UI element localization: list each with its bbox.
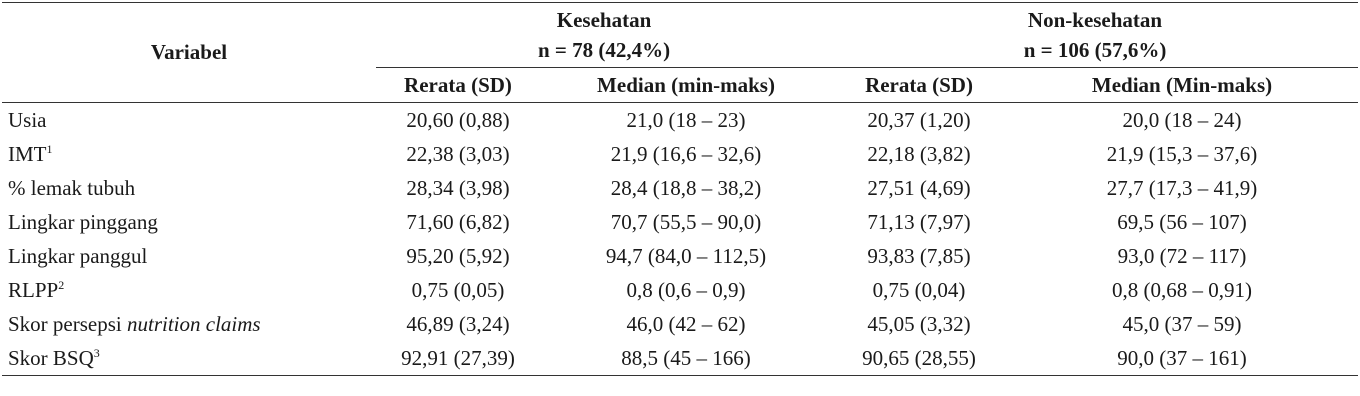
table-cell: 46,89 (3,24) (406, 312, 510, 336)
table-cell: 95,20 (5,92) (406, 244, 510, 268)
table-cell: 70,7 (55,5 – 90,0) (610, 210, 762, 234)
subheader-median-range: Median (Min-maks) (1006, 68, 1358, 103)
table-cell: 22,38 (3,03) (406, 142, 510, 166)
data-table-container (2, 2, 1358, 376)
row-label (2, 103, 376, 138)
table-cell: 90,0 (37 – 161) (1006, 341, 1358, 376)
table-cell: 0,75 (0,04) (872, 278, 966, 302)
group-count: n = 106 (57,6%) (1023, 38, 1167, 62)
row-label-text: % lemak tubuh (8, 176, 136, 200)
table-cell: 71,60 (6,82) (406, 210, 510, 234)
table-row (2, 137, 1358, 171)
group-name: Non-kesehatan (1027, 8, 1163, 32)
table-cell: 88,5 (45 – 166) (540, 341, 832, 376)
table-cell: 27,7 (17,3 – 41,9) (1106, 176, 1258, 200)
table-cell: 90,65 (28,55) (832, 341, 1006, 376)
row-label-text: Skor BSQ (8, 346, 94, 370)
row-label (2, 171, 376, 205)
row-label (2, 341, 376, 376)
subheader-mean-sd: Rerata (SD) (376, 68, 540, 103)
row-label (2, 307, 376, 341)
footnote-marker: 3 (93, 346, 100, 360)
table-cell: 20,60 (0,88) (406, 108, 510, 132)
row-label-text: RLPP (8, 278, 59, 302)
group-count: n = 78 (42,4%) (537, 38, 671, 62)
table-cell: 20,37 (1,20) (867, 108, 971, 132)
table-cell: 28,34 (3,98) (406, 176, 510, 200)
table-cell: 71,13 (7,97) (867, 210, 971, 234)
footnote-marker: 1 (46, 142, 53, 156)
table-cell: 94,7 (84,0 – 112,5) (605, 244, 767, 268)
table-cell: 20,0 (18 – 24) (1122, 108, 1242, 132)
table-cell: 22,18 (3,82) (867, 142, 971, 166)
table-row (2, 171, 1358, 205)
table-cell: 45,05 (3,32) (867, 312, 971, 336)
table-header (2, 3, 1358, 103)
table-cell: 0,75 (0,05) (411, 278, 505, 302)
table-body (2, 103, 1358, 376)
row-label (2, 205, 376, 239)
group-name: Kesehatan (556, 8, 652, 32)
table-row (2, 103, 1358, 138)
table-row (2, 341, 1358, 376)
table-cell: 27,51 (4,69) (867, 176, 971, 200)
table-row (2, 273, 1358, 307)
data-table (2, 2, 1358, 376)
table-cell: 45,0 (37 – 59) (1122, 312, 1242, 336)
group-header-non-kesehatan (832, 3, 1358, 68)
table-cell: 21,9 (15,3 – 37,6) (1106, 142, 1258, 166)
group-header-row (2, 3, 1358, 68)
row-label-text: Skor persepsi (8, 312, 127, 336)
table-cell: 21,0 (18 – 23) (626, 108, 746, 132)
table-cell: 92,91 (27,39) (376, 341, 540, 376)
table-cell: 93,0 (72 – 117) (1117, 244, 1247, 268)
group-header-kesehatan (376, 3, 832, 68)
table-cell: 93,83 (7,85) (867, 244, 971, 268)
row-label-text: Lingkar pinggang (8, 210, 158, 234)
row-label-text: IMT (8, 142, 47, 166)
subheader-mean-sd: Rerata (SD) (832, 68, 1006, 103)
row-label-text: Usia (8, 108, 47, 132)
table-cell: 28,4 (18,8 – 38,2) (610, 176, 762, 200)
row-label-italic: nutrition claims (127, 312, 261, 336)
table-row (2, 205, 1358, 239)
table-row (2, 307, 1358, 341)
row-label (2, 273, 376, 307)
table-cell: 69,5 (56 – 107) (1117, 210, 1247, 234)
row-label (2, 137, 376, 171)
footnote-marker: 2 (58, 278, 65, 292)
row-label (2, 239, 376, 273)
row-label-text: Lingkar panggul (8, 244, 148, 268)
table-cell: 0,8 (0,68 – 0,91) (1112, 278, 1253, 302)
table-cell: 46,0 (42 – 62) (626, 312, 746, 336)
table-row (2, 239, 1358, 273)
subheader-median-range: Median (min-maks) (540, 68, 832, 103)
variable-column-header: Variabel (2, 3, 376, 103)
table-cell: 21,9 (16,6 – 32,6) (610, 142, 762, 166)
table-cell: 0,8 (0,6 – 0,9) (626, 278, 746, 302)
